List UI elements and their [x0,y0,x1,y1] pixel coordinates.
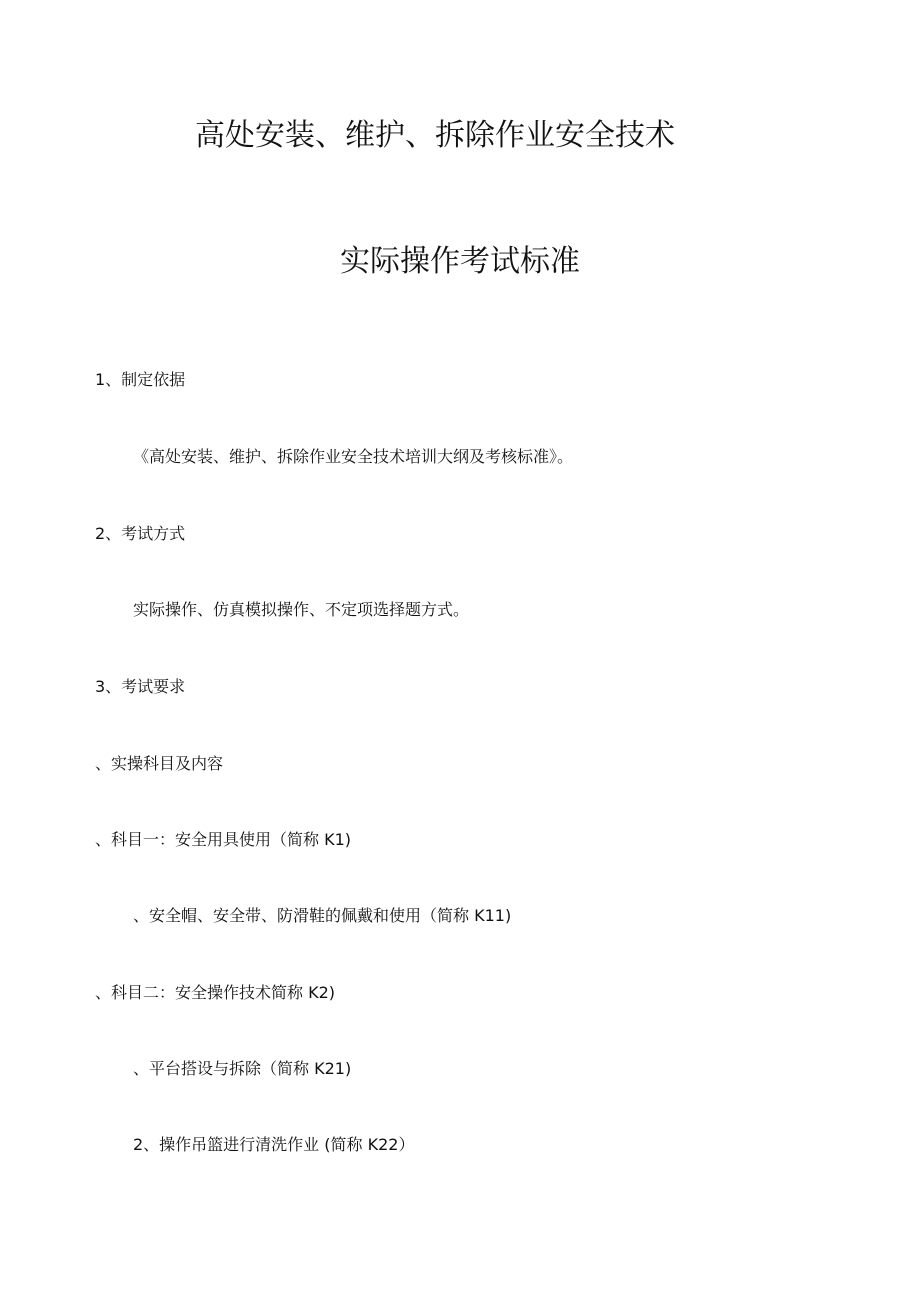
section-2-heading: 2、考试方式 [95,524,186,543]
subject-k11-item: 、安全帽、安全带、防滑鞋的佩戴和使用（简称 K11) [133,906,512,925]
subject-k2-heading: 、科目二：安全操作技术简称 K2) [95,983,336,1002]
subject-k22-item: 2、操作吊篮进行清洗作业 (简称 K22） [133,1135,415,1154]
subject-k1-heading: 、科目一：安全用具使用（简称 K1) [95,830,352,849]
subject-k21-item: 、平台搭设与拆除（简称 K21) [133,1059,352,1078]
section-2-body: 实际操作、仿真模拟操作、不定项选择题方式。 [133,600,470,619]
document-title-line1: 高处安装、维护、拆除作业安全技术 [195,118,675,153]
section-3-heading: 3、考试要求 [95,677,186,696]
document-title-line2: 实际操作考试标准 [340,244,580,279]
section-3-subheading: 、实操科目及内容 [95,754,224,773]
section-1-heading: 1、制定依据 [95,370,186,389]
section-1-body: 《高处安装、维护、拆除作业安全技术培训大纲及考核标准》。 [133,447,574,466]
